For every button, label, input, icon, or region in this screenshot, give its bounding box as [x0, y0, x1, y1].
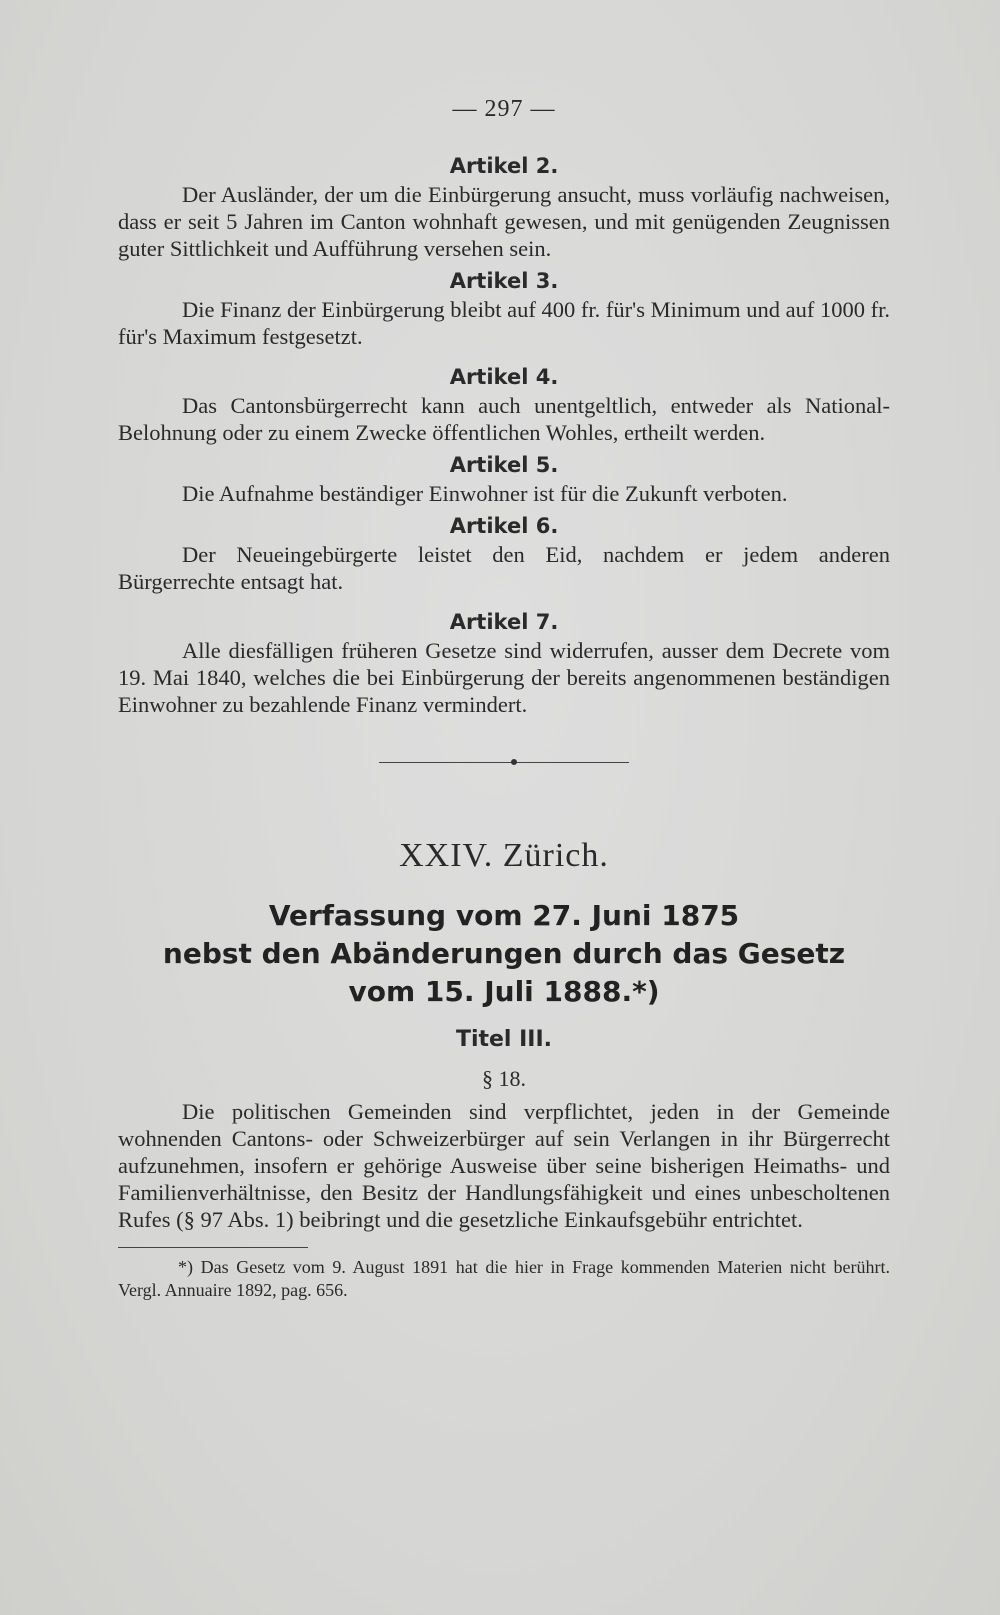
subtitle-line: nebst den Abänderungen durch das Gesetz: [162, 937, 846, 970]
article-6: [118, 511, 890, 595]
section-mark: § 18.: [482, 1066, 526, 1091]
article-text: Alle diesfälligen früheren Gesetze sind widerrufen, ausser dem Decrete vom 19. Mai 1840, welches die bei Einbürgerung der bereits angenommenen beständigen Einwohner zu bezahlende Finanz vermindert.: [118, 638, 890, 717]
article-text: Das Cantonsbürgerrecht kann auch unentgeltlich, entweder als National-Belohnung oder zu einem Zwecke öffentlichen Wohles, ertheilt werden.: [118, 393, 890, 445]
article-7: [118, 607, 890, 718]
subtitle-line: vom 15. Juli 1888.*): [348, 975, 660, 1008]
article-heading: Artikel 5.: [449, 453, 559, 477]
article-heading: Artikel 7.: [449, 610, 559, 634]
article-heading: Artikel 6.: [449, 514, 559, 538]
article-heading: Artikel 4.: [449, 365, 559, 389]
article-text: Die Finanz der Einbürgerung bleibt auf 400 fr. für's Minimum und auf 1000 fr. für's Maximum festgesetzt.: [118, 297, 890, 349]
chapter-title: XXIV. Zürich.: [399, 837, 609, 874]
article-text: Die Aufnahme beständiger Einwohner ist für die Zukunft verboten.: [182, 481, 788, 506]
article-text: Der Ausländer, der um die Einbürgerung ansucht, muss vorläufig nachweisen, dass er seit 5 Jahren im Canton wohnhaft gewesen, und mit genügenden Zeugnissen guter Sittlichkeit und Aufführung versehen sein.: [118, 182, 890, 261]
article-text: Der Neueingebürgerte leistet den Eid, nachdem er jedem anderen Bürgerrechte entsagt hat.: [118, 542, 890, 594]
titel-heading: Titel III.: [455, 1027, 553, 1052]
footnote-rule: [118, 1247, 308, 1248]
subtitle-line: Verfassung vom 27. Juni 1875: [268, 899, 740, 932]
article-2: [118, 151, 890, 262]
article-5: [118, 450, 890, 507]
section-text: Die politischen Gemeinden sind verpflichtet, jeden in der Gemeinde wohnenden Cantons- oder Schweizerbürger auf sein Verlangen in ihr Bürgerrecht aufzunehmen, insofern er gehörige Ausweise über seine bisherigen Heimaths- und Familienverhältnisse, den Besitz der Handlungsfähigkeit und eines unbescholtenen Rufes (§ 97 Abs. 1) beibringt und die gesetzliche Einkaufsgebühr entrichtet.: [118, 1099, 890, 1232]
page-number: — 297 —: [452, 96, 556, 122]
article-3: [118, 266, 890, 350]
article-heading: Artikel 2.: [449, 154, 559, 178]
footnote: *) Das Gesetz vom 9. August 1891 hat die hier in Frage kommenden Materien nicht berührt. Vergl. Annuaire 1892, pag. 656.: [118, 1257, 890, 1300]
constitution-subtitle: [118, 897, 890, 1011]
page-content: [118, 96, 890, 1302]
section-divider: [379, 762, 629, 763]
article-heading: Artikel 3.: [449, 269, 559, 293]
article-4: [118, 362, 890, 446]
